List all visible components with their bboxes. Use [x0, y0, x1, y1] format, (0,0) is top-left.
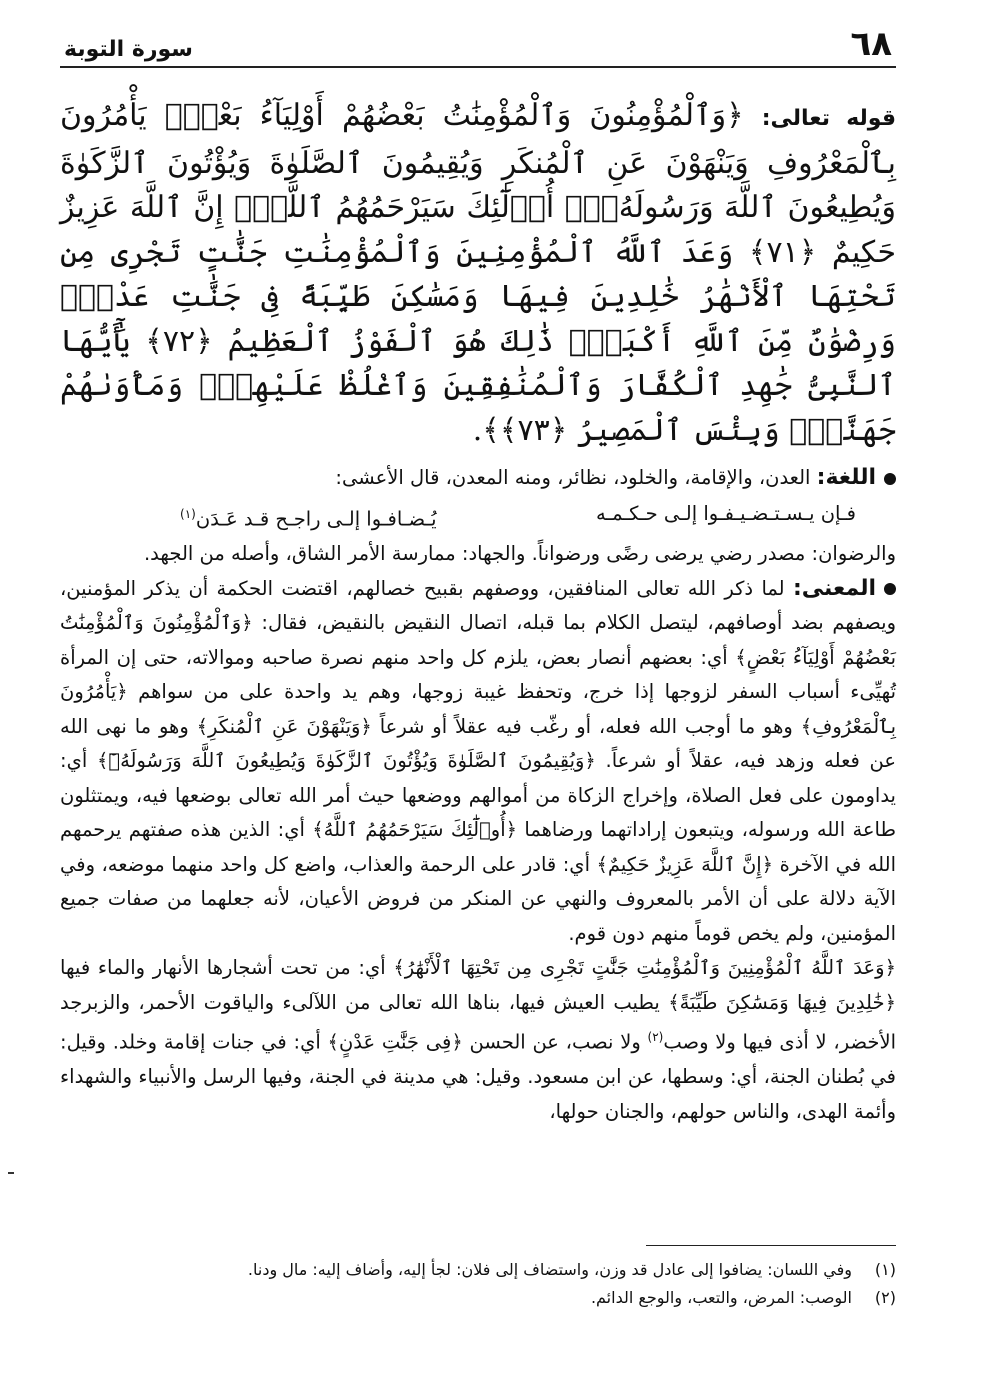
footnote-divider: [646, 1245, 896, 1246]
quran-verse-block: [60, 94, 896, 453]
maana-paragraph-2: [60, 951, 896, 1129]
maana-label: المعنى:: [792, 575, 876, 601]
book-page: [60, 22, 896, 1129]
lugha-text: العدن، والإقامة، والخلود، نظائر، ومنه المعدن، قال الأعشى:: [335, 466, 811, 489]
maana-text: لما ذكر الله تعالى المنافقين، ووصفهم بقبيح خصالهم، اقتضت الحكمة أن يذكر المؤمنين، ويصفهم بضد أوصافهم، ليتصل الكلام بما قبله، اتصال النقيض بالنقيض، فقال: ﴿وَٱلْمُؤْمِنُونَ وَٱلْمُؤْمِنَٰتُ بَعْضُهُمْ أَوْلِيَآءُ بَعْضٍ﴾ أي: بعضهم أنصار بعض، يلزم كل واحد منهم نصرة صاحبه وموالاته، حتى إن المرأة تُهيِّىء أسباب السفر لزوجها إذا خرج، وتحفظ غيبة زوجها، وهم يد واحدة على من سواهم ﴿يَأْمُرُونَ بِٱلْمَعْرُوفِ﴾ وهو ما أوجب الله فعله، أو رغّب فيه عقلاً أو شرعاً ﴿وَيَنْهَوْنَ عَنِ ٱلْمُنكَرِ﴾ وهو ما نهى الله عن فعله وزهد فيه، عقلاً أو شرعاً. ﴿وَيُقِيمُونَ ٱلصَّلَوٰةَ وَيُؤْتُونَ ٱلزَّكَوٰةَ وَيُطِيعُونَ ٱللَّهَ وَرَسُولَهُۥٓ﴾ أي: يداومون على فعل الصلاة، وإخراج الزكاة من أموالهم ووضعها حيث أمر الله تعالى بوضعها فيه، ويمتثلون طاعة الله ورسوله، ويتبعون إراداتهما ورضاهما ﴿أُو۟لَٰٓئِكَ سَيَرْحَمُهُمُ ٱللَّهُ﴾ أي: الذين هذه صفتهم يرحمهم الله في الآخرة ﴿إِنَّ ٱللَّهَ عَزِيزٌ حَكِيمٌ﴾ أي: قادر على الرحمة والعذاب، واضع كل واحد منهما موضعه، وفي الآية دلالة على أن الأمر بالمعروف والنهي عن المنكر من فروض الأعيان، لأنه جعلهما من صفات جميع المؤمنين، ولم يخص قوماً منهم دون قوم.: [60, 576, 896, 945]
lugha-label: اللغة:: [816, 465, 876, 490]
maana-text-2b: ولا نصب، عن الحسن ﴿فِى جَنَّٰتِ عَدْنٍ﴾ أي: في جنات إقامة وخلد. وقيل: في بُطنان الجنة، أي: وسطها، عن ابن مسعود. وقيل: هي مدينة في الجنة، وفيها الرسل والأنبياء والشهداء وأئمة الهدى، والناس حولهم، والجنان حولها،: [60, 1030, 896, 1123]
footnote-2: (٢) الوصب: المرض، والتعب، والوجع الدائم.: [590, 1288, 896, 1307]
poem-hemistich-left: يُـضـافـوا إلـى راجـح قـد عَـدَن$^{(١)}$: [180, 506, 437, 530]
bullet-icon: [884, 473, 896, 485]
footnote-1: (١) وفي اللسان: يضافوا إلى عادل قد وزن، واستضاف إلى فلان: لجأ إليه، وأضاف إليه: مال ودنا.: [247, 1260, 896, 1279]
verse-text: ﴿وَٱلْمُؤْمِنُونَ وَٱلْمُؤْمِنَٰتُ بَعْضُهُمْ أَوْلِيَآءُ بَعْضٍۚ يَأْمُرُونَ بِٱلْمَعْرُوفِ وَيَنْهَوْنَ عَنِ ٱلْمُنكَرِ وَيُقِيمُونَ ٱلصَّلَوٰةَ وَيُؤْتُونَ ٱلزَّكَوٰةَ وَيُطِيعُونَ ٱللَّهَ وَرَسُولَهُۥٓۚ أُو۟لَٰٓئِكَ سَيَرْحَمُهُمُ ٱللَّهُۗ إِنَّ ٱللَّهَ عَزِيزٌ حَكِيمٌ ﴿٧١﴾ وَعَدَ ٱللَّهُ ٱلْمُؤْمِنِينَ وَٱلْمُؤْمِنَٰتِ جَنَّٰتٍ تَجْرِى مِن تَحْتِهَا ٱلْأَنْهَٰرُ خَٰلِدِينَ فِيهَا وَمَسَٰكِنَ طَيِّبَةً فِى جَنَّٰتِ عَدْنٍۚ وَرِضْوَٰنٌ مِّنَ ٱللَّهِ أَكْبَرُۚ ذَٰلِكَ هُوَ ٱلْفَوْزُ ٱلْعَظِيمُ ﴿٧٢﴾ يَٰٓأَيُّهَا ٱلنَّبِىُّ جَٰهِدِ ٱلْكُفَّارَ وَٱلْمُنَٰفِقِينَ وَٱغْلُظْ عَلَيْهِمْۚ وَمَأْوَىٰهُمْ جَهَنَّمُۖ وَبِئْسَ ٱلْمَصِيرُ ﴿٧٣﴾﴾.: [60, 98, 896, 448]
poem-hemistich-right: فـإن يـسـتـضـيـفـوا إلـى حـكـمـه: [595, 501, 856, 525]
lugha-paragraph: [60, 461, 896, 496]
page-number: ٦٨: [850, 24, 892, 64]
poem-verse: [60, 496, 896, 538]
footnote-ref: (٢): [647, 1030, 664, 1044]
surah-title: سورة التوبة: [64, 37, 193, 62]
footnote-ref: (١): [180, 506, 196, 521]
maana-paragraph: [60, 572, 896, 952]
bullet-icon: [884, 583, 896, 595]
maana-text-2a: ﴿وَعَدَ ٱللَّهُ ٱلْمُؤْمِنِينَ وَٱلْمُؤْمِنَٰتِ جَنَّٰتٍ تَجْرِى مِن تَحْتِهَا ٱلْأَنْهَٰرُ﴾ أي: من تحت أشجارها الأنهار والماء فيها ﴿خَٰلِدِينَ فِيهَا وَمَسَٰكِنَ طَيِّبَةً﴾ يطيب العيش فيها، بناها الله تعالى من اللآلىء والياقوت الأحمر، والزبرجد الأخضر، لا أذى فيها ولا وصب: [60, 956, 896, 1054]
lugha-paragraph-2: والرضوان: مصدر رضي يرضى رضًى ورضواناً. والجهاد: ممارسة الأمر الشاق، وأصله من الجهد.: [143, 542, 896, 565]
footnotes: [60, 1245, 896, 1312]
page-header: [60, 22, 896, 68]
verse-lead: قوله تعالى:: [761, 106, 896, 131]
margin-mark: [8, 1172, 14, 1174]
